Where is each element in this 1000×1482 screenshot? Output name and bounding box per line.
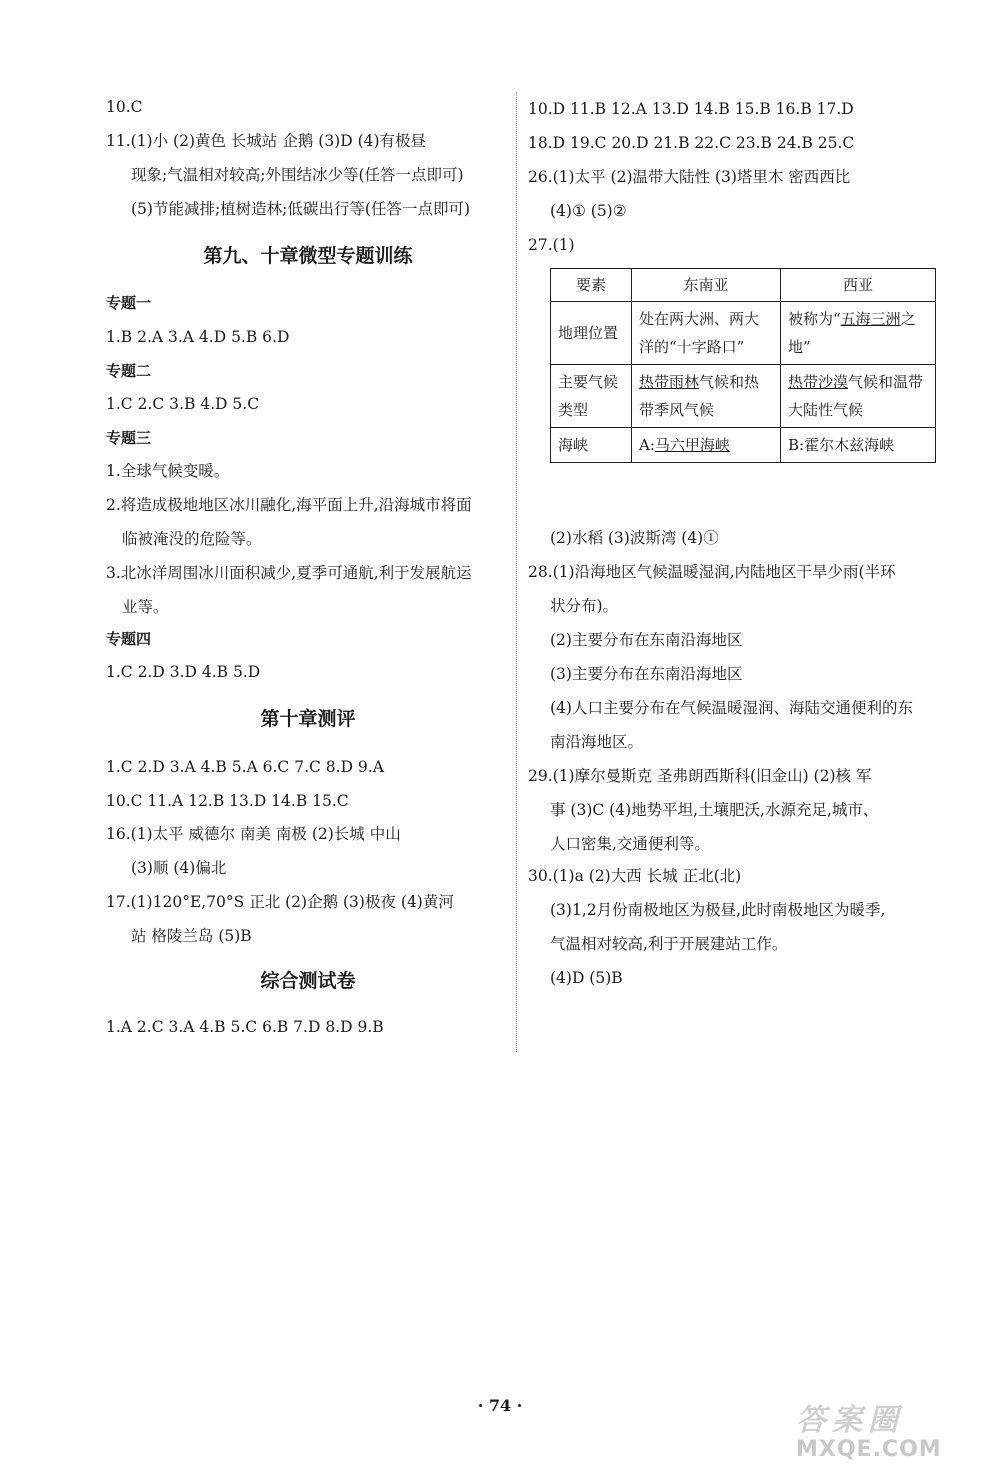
answer-line: (4)人口主要分布在气候温暖湿润、海陆交通便利的东: [550, 699, 913, 717]
watermark-url: MXQE.COM: [796, 1437, 942, 1462]
table-cell: [632, 428, 781, 463]
answer-line: 现象;气温相对较高;外围结冰少等(任答一点即可): [131, 166, 464, 184]
answer-line: 16.(1)太平 威德尔 南美 南极 (2)长城 中山: [106, 825, 401, 843]
answer-line: (4)① (5)②: [550, 202, 627, 220]
table-row: [551, 365, 936, 428]
answer-line: 1.全球气候变暖。: [106, 462, 230, 480]
cell-text: A:: [639, 436, 655, 454]
subsection-title: 专题三: [106, 429, 152, 447]
answer-line: 17.(1)120°E,70°S 正北 (2)企鹅 (3)极夜 (4)黄河: [106, 893, 454, 911]
page-number: · 74 ·: [477, 1396, 523, 1415]
table-cell: [781, 302, 936, 365]
underlined-answer: 马六甲海峡: [654, 436, 730, 454]
subsection-title: 专题四: [106, 630, 152, 648]
table-header-cell: 西亚: [781, 269, 936, 302]
cell-text: 之地”: [788, 310, 916, 356]
column-divider: [516, 92, 517, 1052]
subsection-title: 专题二: [106, 362, 152, 380]
answer-line: 18.D 19.C 20.D 21.B 22.C 23.B 24.B 25.C: [528, 134, 855, 152]
table-cell: 地理位置: [551, 302, 632, 365]
subsection-title: 专题一: [106, 294, 152, 312]
answer-line: 业等。: [122, 598, 169, 616]
comparison-table: [550, 268, 936, 463]
answer-line: (2)主要分布在东南沿海地区: [550, 631, 743, 649]
answer-line: 南沿海地区。: [550, 733, 644, 751]
answer-line: 临被淹没的危险等。: [122, 530, 262, 548]
table-cell: B:霍尔木兹海峡: [781, 428, 936, 463]
answer-line: 11.(1)小 (2)黄色 长城站 企鹅 (3)D (4)有极昼: [106, 132, 427, 150]
cell-text: 气候和热带季风气候: [639, 373, 760, 419]
answer-line: 10.C 11.A 12.B 13.D 14.B 15.C: [106, 792, 349, 810]
answer-line: 人口密集,交通便利等。: [550, 835, 710, 853]
section-heading: 第十章测评: [260, 708, 356, 730]
answer-line: 30.(1)a (2)大西 长城 正北(北): [528, 867, 742, 885]
table-cell: 处在两大洲、两大洋的“十字路口”: [632, 302, 781, 365]
answer-line: (4)D (5)B: [550, 969, 623, 987]
table-cell: 主要气候类型: [551, 365, 632, 428]
answer-line: (3)主要分布在东南沿海地区: [550, 665, 743, 683]
section-heading: 综合测试卷: [260, 970, 356, 992]
table-cell: [632, 365, 781, 428]
answer-line: 1.C 2.D 3.A 4.B 5.A 6.C 7.C 8.D 9.A: [106, 758, 384, 776]
table-header-cell: 东南亚: [632, 269, 781, 302]
answer-line: 29.(1)摩尔曼斯克 圣弗朗西斯科(旧金山) (2)核 军: [528, 767, 872, 785]
answer-line: 1.A 2.C 3.A 4.B 5.C 6.B 7.D 8.D 9.B: [106, 1018, 384, 1036]
answer-line: 10.D 11.B 12.A 13.D 14.B 15.B 16.B 17.D: [528, 100, 854, 118]
table-row: [551, 428, 936, 463]
answer-line: 1.B 2.A 3.A 4.D 5.B 6.D: [106, 328, 290, 346]
answer-line: 站 格陵兰岛 (5)B: [131, 927, 252, 945]
underlined-answer: 热带雨林: [639, 373, 700, 391]
cell-text: 被称为“: [788, 310, 841, 328]
answer-line: 1.C 2.C 3.B 4.D 5.C: [106, 395, 260, 413]
table-cell: [781, 365, 936, 428]
answer-line: (3)1,2月份南极地区为极昼,此时南极地区为暖季,: [550, 901, 886, 919]
answer-line: 气温相对较高,利于开展建站工作。: [550, 935, 788, 953]
answer-line: 状分布)。: [550, 597, 619, 615]
cell-text: 气候和温带大陆性气候: [788, 373, 924, 419]
answer-line: 事 (3)C (4)地势平坦,土壤肥沃,水源充足,城市、: [550, 801, 879, 819]
watermark-title: 答案圈: [796, 1403, 904, 1438]
answer-line: (2)水稻 (3)波斯湾 (4)①: [550, 529, 719, 547]
answer-line: 26.(1)太平 (2)温带大陆性 (3)塔里木 密西西比: [528, 168, 851, 186]
answer-line: 3.北冰洋周围冰川面积减少,夏季可通航,利于发展航运: [106, 564, 472, 582]
answer-line: (5)节能减排;植树造林;低碳出行等(任答一点即可): [131, 200, 470, 218]
table-header-row: [551, 269, 936, 302]
table-header-cell: 要素: [551, 269, 632, 302]
answer-line: 27.(1): [528, 236, 575, 254]
answer-line: 28.(1)沿海地区气候温暖湿润,内陆地区干旱少雨(半环: [528, 563, 896, 581]
underlined-answer: 五海三洲: [840, 310, 901, 328]
table-cell: 海峡: [551, 428, 632, 463]
answer-line: 1.C 2.D 3.D 4.B 5.D: [106, 663, 261, 681]
answer-line: (3)顺 (4)偏北: [131, 859, 227, 877]
watermark-logo: [796, 1404, 986, 1468]
answer-line: 2.将造成极地地区冰川融化,海平面上升,沿海城市将面: [106, 496, 472, 514]
answer-line: 10.C: [106, 98, 143, 116]
table-row: [551, 302, 936, 365]
section-heading: 第九、十章微型专题训练: [203, 245, 413, 267]
underlined-answer: 热带沙漠: [788, 373, 849, 391]
